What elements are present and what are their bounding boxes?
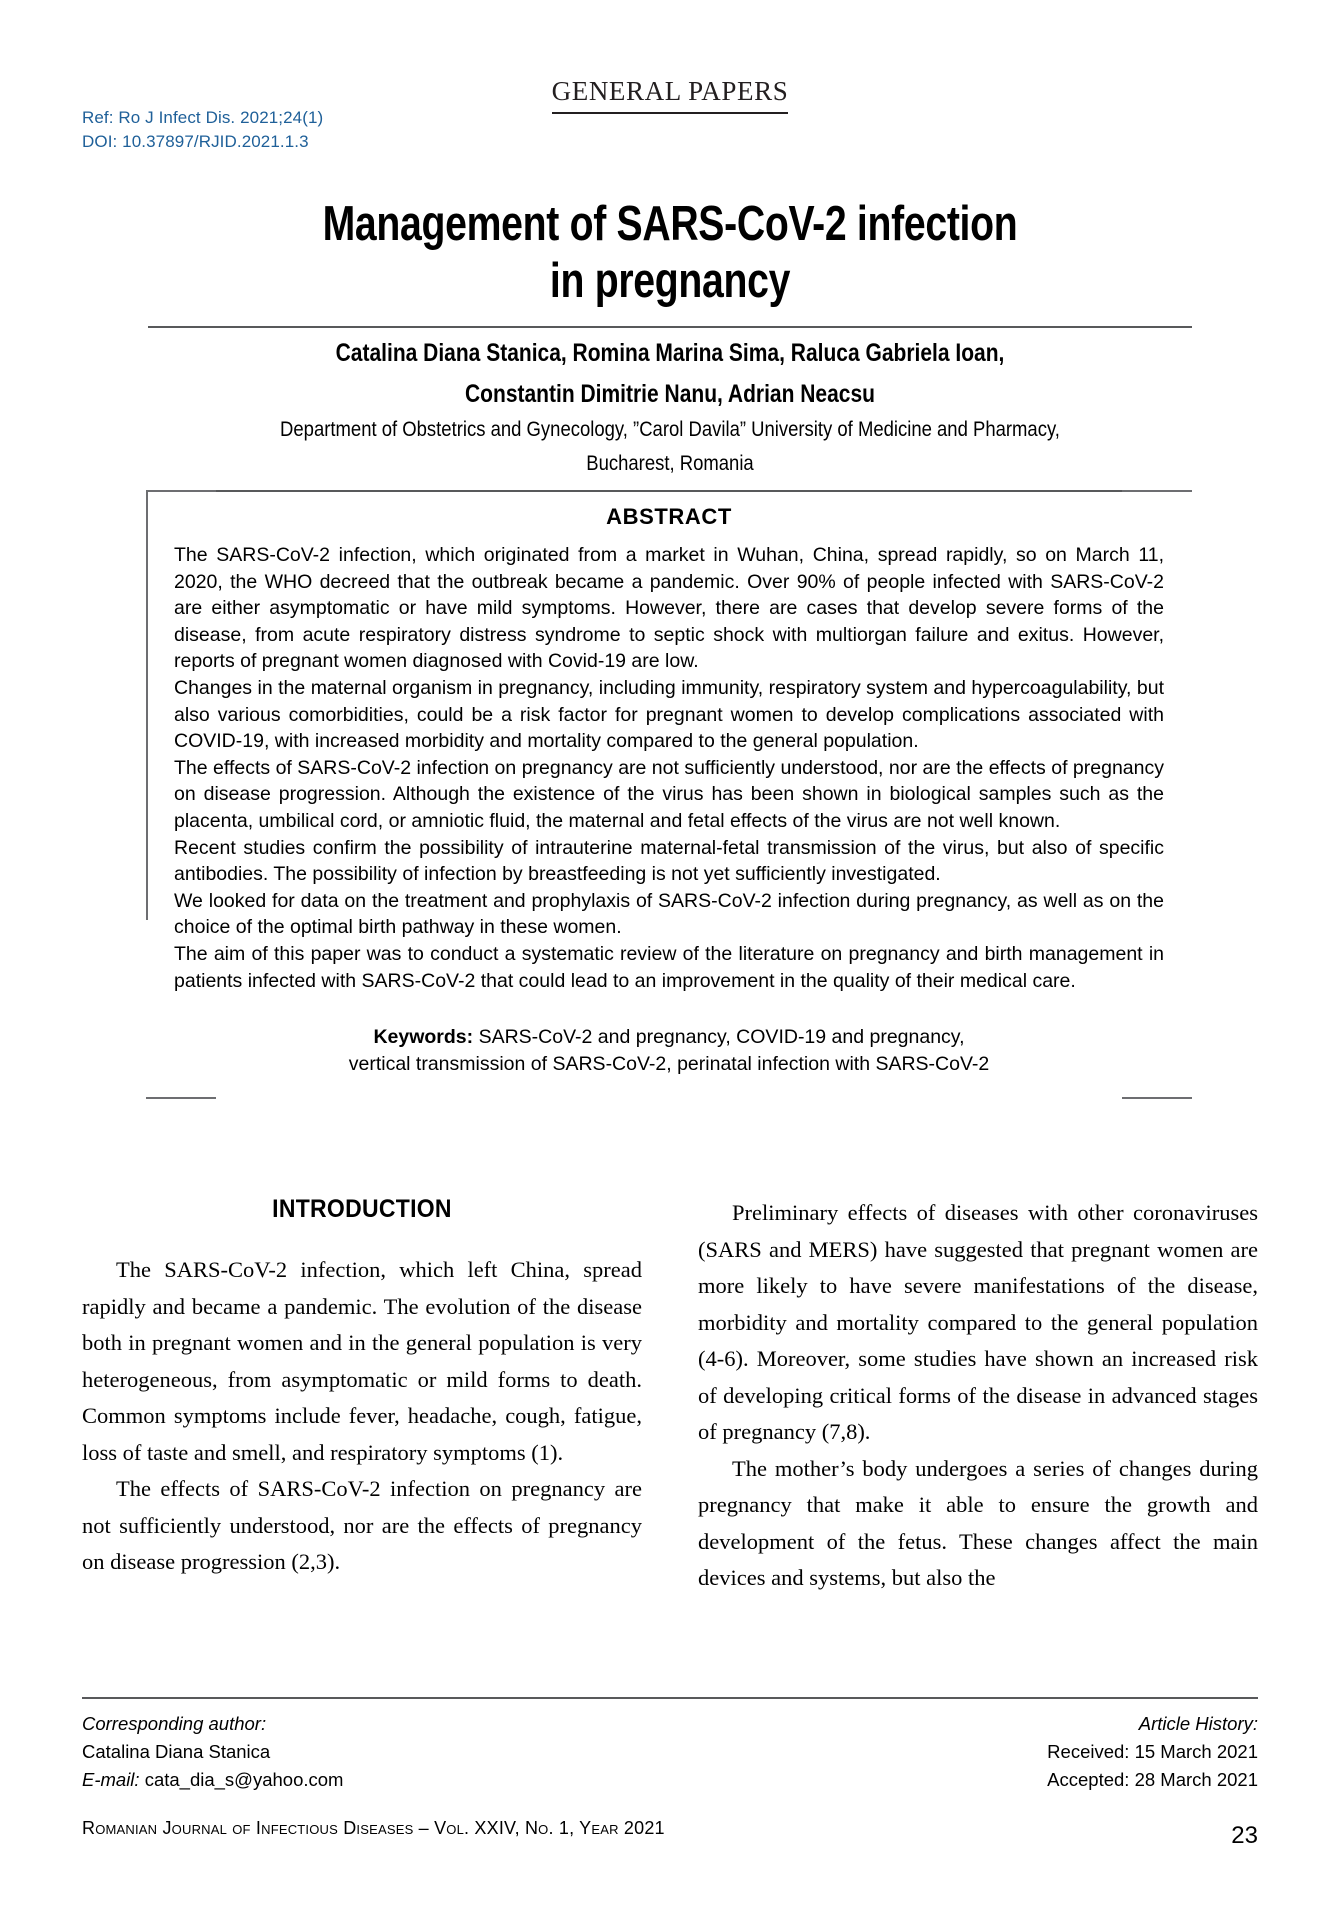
abstract-box (146, 490, 1192, 1099)
email-label: E-mail: (82, 1769, 140, 1790)
body-columns (82, 1195, 1258, 1597)
page-title-line-2: in pregnancy (549, 254, 791, 308)
abstract-paragraph: The SARS-CoV-2 infection, which originated from a market in Wuhan, China, spread rapidly, so on March 11, 2020, the WHO decreed that the outbreak became a pandemic. Over 90% of people infected with SARS-CoV-2 are either asymptomatic or have mild symptoms. However, there are cases that develop severe forms of the disease, from acute respiratory distress syndrome to septic shock with multiorgan failure and exitus. However, reports of pregnant women diagnosed with Covid-19 are low. (174, 544, 1164, 673)
author-list-line-1: Catalina Diana Stanica, Romina Marina Sima, Raluca Gabriela Ioan, (335, 339, 1005, 367)
abstract-paragraph: Changes in the maternal organism in pregnancy, including immunity, respiratory system and hypercoagulability, but also various comorbidities, could be a risk factor for pregnant women to develop complications associated with COVID-19, with increased morbidity and mortality compared to the general population. (174, 676, 1164, 753)
author-list-line-2: Constantin Dimitrie Nanu, Adrian Neacsu (465, 380, 875, 408)
keywords-line-2: vertical transmission of SARS-CoV-2, perinatal infection with SARS-CoV-2 (348, 1052, 990, 1075)
affiliation-line-1: Department of Obstetrics and Gynecology, ”Carol Davila” University of Medicine and Pharmacy, (280, 418, 1060, 441)
keywords-line-1: SARS-CoV-2 and pregnancy, COVID-19 and pregnancy, (473, 1026, 965, 1049)
running-head: GENERAL PAPERS (552, 76, 789, 114)
affiliation-line-2: Bucharest, Romania (586, 452, 754, 475)
corresponding-author-block (82, 1710, 343, 1794)
abstract-paragraph: The effects of SARS-CoV-2 infection on pregnancy are not sufficiently understood, nor are the effects of pregnancy on disease progression. Although the existence of the virus has been shown in biological samples such as the placenta, umbilical cord, or amniotic fluid, the maternal and fetal effects of the virus are not well known. (174, 756, 1164, 832)
article-history-block (1047, 1710, 1258, 1794)
body-paragraph: Preliminary effects of diseases with other coronaviruses (SARS and MERS) have suggested that pregnant women are more likely to have severe manifestations of the disease, morbidity and mortality compared to the general population (4-6). Moreover, some studies have shown an increased risk of developing critical forms of the disease in advanced stages of pregnancy (7,8). (698, 1200, 1258, 1444)
accepted-date: Accepted: 28 March 2021 (1047, 1769, 1258, 1790)
abstract-heading: ABSTRACT (606, 504, 732, 529)
section-heading-introduction: INTRODUCTION (272, 1195, 452, 1223)
body-paragraph: The effects of SARS-CoV-2 infection on pregnancy are not sufficiently understood, nor are the effects of pregnancy on disease progression (2,3). (82, 1476, 642, 1574)
received-date: Received: 15 March 2021 (1047, 1741, 1258, 1762)
abstract-paragraph: The aim of this paper was to conduct a systematic review of the literature on pregnancy and birth management in patients infected with SARS-CoV-2 that could lead to an improvement in the quality of their medical care. (174, 942, 1164, 992)
abstract-body (146, 530, 1192, 994)
journal-footer-line: Romanian Journal of Infectious Diseases – Vol. XXIV, No. 1, Year 2021 (82, 1818, 665, 1838)
page-number: 23 (1231, 1822, 1258, 1849)
reference-block (82, 106, 323, 154)
reference-doi[interactable]: DOI: 10.37897/RJID.2021.1.3 (82, 132, 309, 151)
email-value[interactable]: cata_dia_s@yahoo.com (139, 1769, 344, 1790)
footer-metadata (82, 1710, 1258, 1794)
footer-divider (82, 1697, 1258, 1699)
reference-citation: Ref: Ro J Infect Dis. 2021;24(1) (82, 108, 324, 127)
corresponding-author-name: Catalina Diana Stanica (82, 1741, 271, 1762)
title-block (148, 196, 1192, 492)
body-paragraph: The mother’s body undergoes a series of changes during pregnancy that make it able to ensure the growth and development of the fetus. These changes affect the main devices and systems, but also the (698, 1455, 1258, 1590)
corresponding-author-label: Corresponding author: (82, 1713, 267, 1734)
page-title-line-1: Management of SARS-CoV-2 infection (322, 197, 1018, 251)
keywords-block (146, 994, 1192, 1099)
abstract-paragraph: Recent studies confirm the possibility of intrauterine maternal-fetal transmission of the virus, but also of specific antibodies. The possibility of infection by breastfeeding is not yet sufficiently investigated. (174, 836, 1164, 886)
right-column (698, 1195, 1258, 1597)
body-paragraph: The SARS-CoV-2 infection, which left China, spread rapidly and became a pandemic. The evolution of the disease both in pregnant women and in the general population is very heterogeneous, from asymptomatic or mild forms to death. Common symptoms include fever, headache, cough, fatigue, loss of taste and smell, and respiratory symptoms (1). (82, 1257, 642, 1465)
rule-above-authors (148, 326, 1192, 328)
keywords-label: Keywords: (373, 1026, 474, 1049)
article-history-label: Article History: (1138, 1713, 1258, 1734)
left-column (82, 1195, 642, 1597)
abstract-paragraph: We looked for data on the treatment and prophylaxis of SARS-CoV-2 infection during pregnancy, as well as on the choice of the optimal birth pathway in these women. (174, 889, 1164, 939)
